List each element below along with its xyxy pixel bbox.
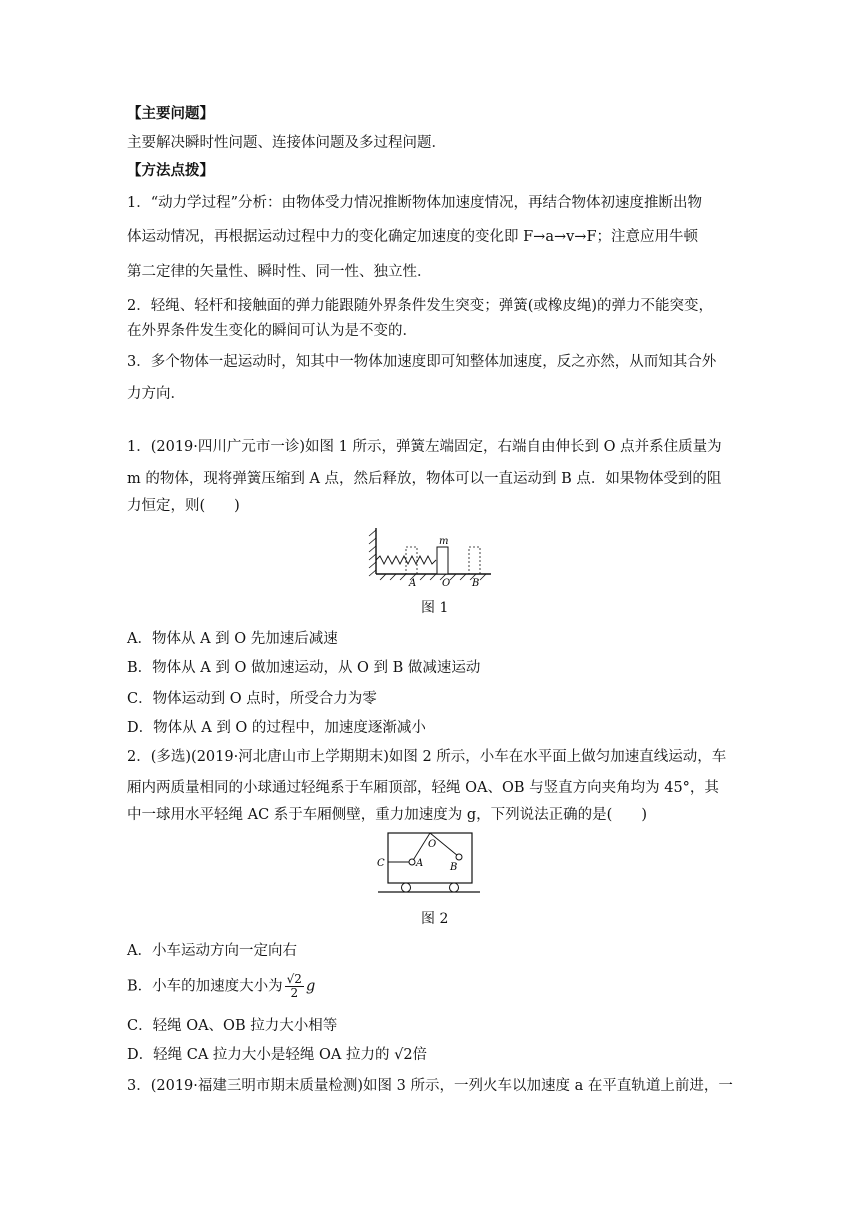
method-point-line: 力方向．	[127, 386, 185, 402]
question-2-line: 中一球用水平轻绳 AC 系于车厢侧壁，重力加速度为 g，下列说法正确的是( )	[127, 807, 647, 823]
label-O: O	[442, 578, 451, 589]
label-B: B	[450, 862, 458, 873]
question-2-option-d: D．轻绳 CA 拉力大小是轻绳 OA 拉力的 √2倍	[127, 1047, 428, 1063]
question-3-line: 3．(2019·福建三明市期末质量检测)如图 3 所示，一列火车以加速度 a 在平直轨道上前进，一	[127, 1078, 733, 1094]
question-1-line: m 的物体，现将弹簧压缩到 A 点，然后释放，物体可以一直运动到 B 点．如果物体受到的阻	[127, 471, 722, 487]
label-A: A	[416, 858, 424, 869]
method-point-line: 在外界条件发生变化的瞬间可认为是不变的．	[127, 323, 417, 339]
label-A: A	[409, 578, 417, 589]
main-issue-heading: 【主要问题】	[127, 105, 214, 122]
label-B: B	[472, 578, 480, 589]
question-1-option: D．物体从 A 到 O 的过程中，加速度逐渐减小	[127, 720, 426, 736]
question-2-line: 2．(多选)(2019·河北唐山市上学期期末)如图 2 所示，小车在水平面上做匀加速直线运动，车	[127, 749, 727, 765]
question-1-option: A．物体从 A 到 O 先加速后减速	[127, 631, 338, 647]
question-1-line: 1．(2019·四川广元市一诊)如图 1 所示，弹簧左端固定，右端自由伸长到 O 点并系住质量为	[127, 439, 722, 455]
fraction-denominator: 2	[290, 986, 299, 1000]
figure-1-caption: 图 1	[421, 600, 449, 616]
question-2-option-c: C．轻绳 OA、OB 拉力大小相等	[127, 1018, 338, 1034]
label-m: m	[439, 536, 449, 547]
sqrt2-over-2-fraction	[285, 973, 304, 1000]
method-point-line: 体运动情况，再根据运动过程中力的变化确定加速度的变化即 F→a→v→F；注意应用牛顿	[127, 229, 699, 245]
question-2-line: 厢内两质量相同的小球通过轻绳系于车厢顶部，轻绳 OA、OB 与竖直方向夹角均为 45°，其	[127, 780, 719, 796]
figure-2-caption: 图 2	[421, 911, 449, 927]
main-issue-text: 主要解决瞬时性问题、连接体问题及多过程问题．	[127, 135, 446, 151]
method-point-line: 第二定律的矢量性、瞬时性、同一性、独立性．	[127, 264, 432, 280]
label-O: O	[428, 839, 437, 850]
method-point-line: 2．轻绳、轻杆和接触面的弹力能跟随外界条件发生突变；弹簧(或橡皮绳)的弹力不能突变，	[127, 298, 714, 314]
method-heading: 【方法点拨】	[127, 162, 214, 179]
question-2-option-b	[127, 973, 315, 1000]
figure-1-spring-diagram	[366, 522, 496, 590]
figure-2-car-diagram	[372, 830, 482, 896]
method-point-line: 1．“动力学过程”分析：由物体受力情况推断物体加速度情况，再结合物体初速度推断出物	[127, 195, 703, 211]
question-1-line: 力恒定，则( )	[127, 498, 240, 514]
option-b-suffix: g	[305, 978, 316, 995]
fraction-numerator: √2	[286, 972, 302, 986]
question-1-option: C．物体运动到 O 点时，所受合力为零	[127, 691, 377, 707]
option-b-prefix: B．小车的加速度大小为	[127, 978, 283, 995]
method-point-line: 3．多个物体一起运动时，知其中一物体加速度即可知整体加速度，反之亦然，从而知其合外	[127, 354, 717, 370]
question-1-option: B．物体从 A 到 O 做加速运动，从 O 到 B 做减速运动	[127, 660, 481, 676]
label-C: C	[377, 858, 385, 869]
question-2-option-a: A．小车运动方向一定向右	[127, 943, 297, 959]
